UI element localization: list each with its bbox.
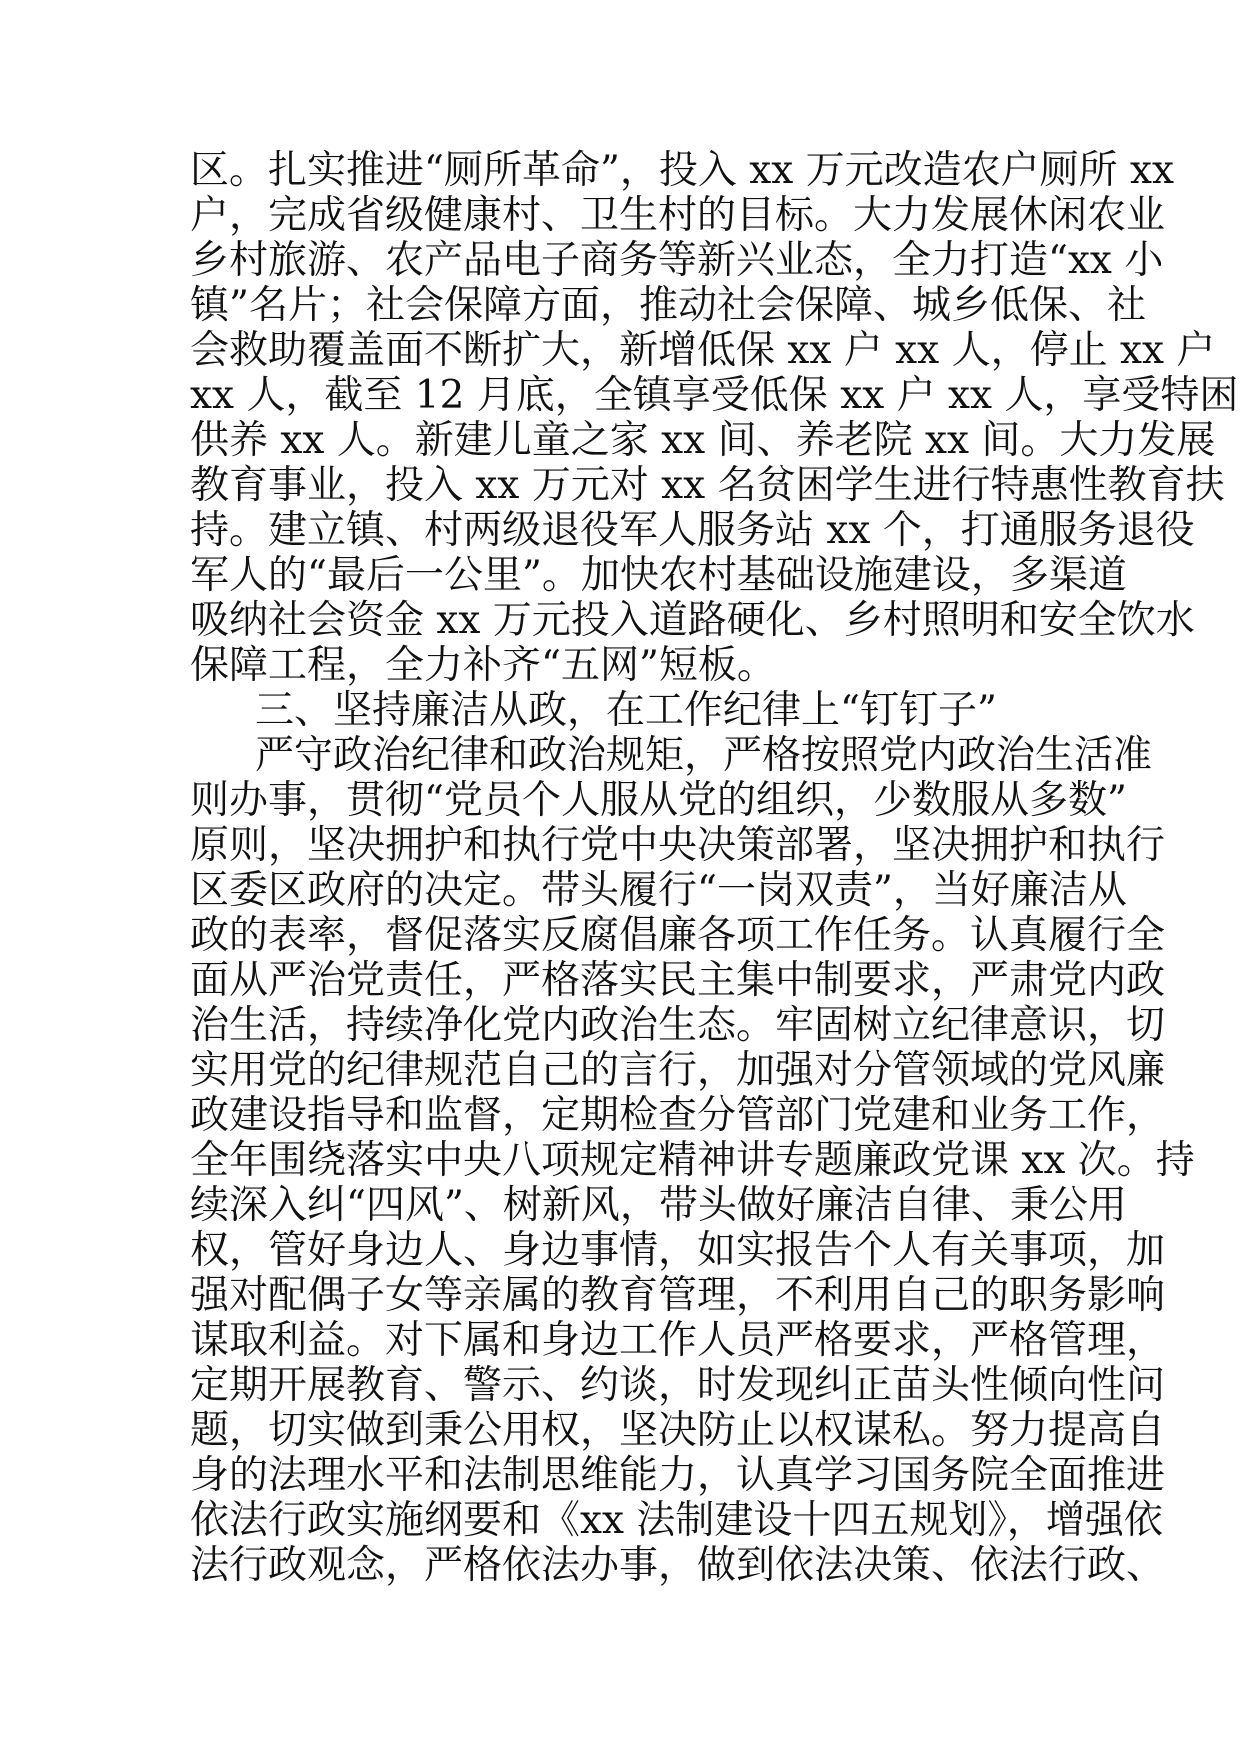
paragraph-line: 教育事业，投入 xx 万元对 xx 名贫困学生进行特惠性教育扶 [190,463,1225,508]
paragraph-line: 区委区政府的决定。带头履行“一岗双责”，当好廉洁从 [190,868,1127,913]
paragraph-2 [190,733,1195,1588]
paragraph-line: 区。扎实推进“厕所革命”，投入 xx 万元改造农户厕所 xx [190,148,1175,193]
paragraph-line: 严守政治纪律和政治规矩，严格按照党内政治生活准 [255,733,1153,778]
paragraph-line: 实用党的纪律规范自己的言行，加强对分管领域的党风廉 [190,1048,1166,1093]
document-body [190,148,1239,1588]
paragraph-line: 法行政观念，严格依法办事，做到依法决策、依法行政、 [190,1543,1166,1588]
paragraph-line: 政建设指导和监督，定期检查分管部门党建和业务工作， [190,1093,1166,1138]
paragraph-line: 谋取利益。对下属和身边工作人员严格要求，严格管理， [190,1318,1166,1363]
paragraph-line: 乡村旅游、农产品电子商务等新兴业态，全力打造“xx 小 [190,238,1164,283]
paragraph-line: 全年围绕落实中央八项规定精神讲专题廉政党课 xx 次。持 [190,1138,1195,1183]
paragraph-line: 镇”名片；社会保障方面，推动社会保障、城乡低保、社 [190,283,1146,328]
paragraph-line: 面从严治党责任，严格落实民主集中制要求，严肃党内政 [190,958,1166,1003]
paragraph-1 [190,148,1239,688]
section-heading: 三、坚持廉洁从政，在工作纪律上“钉钉子” [255,688,997,733]
paragraph-line: 吸纳社会资金 xx 万元投入道路硬化、乡村照明和安全饮水 [190,598,1195,643]
paragraph-line: 题，切实做到秉公用权，坚决防止以权谋私。努力提高自 [190,1408,1166,1453]
paragraph-line: 则办事，贯彻“党员个人服从党的组织，少数服从多数” [190,778,1127,823]
paragraph-line: 供养 xx 人。新建儿童之家 xx 间、养老院 xx 间。大力发展 [190,418,1216,463]
paragraph-line: 身的法理水平和法制思维能力，认真学习国务院全面推进 [190,1453,1166,1498]
paragraph-line: 治生活，持续净化党内政治生态。牢固树立纪律意识，切 [190,1003,1166,1048]
paragraph-line: 户，完成省级健康村、卫生村的目标。大力发展休闲农业 [190,193,1166,238]
paragraph-line: 定期开展教育、警示、约谈，时发现纠正苗头性倾向性问 [190,1363,1166,1408]
paragraph-line: 强对配偶子女等亲属的教育管理，不利用自己的职务影响 [190,1273,1166,1318]
paragraph-line: 政的表率，督促落实反腐倡廉各项工作任务。认真履行全 [190,913,1166,958]
paragraph-line: 军人的“最后一公里”。加快农村基础设施建设，多渠道 [190,553,1127,598]
paragraph-line: 会救助覆盖面不断扩大，新增低保 xx 户 xx 人，停止 xx 户 [190,328,1216,373]
paragraph-line: 续深入纠“四风”、树新风，带头做好廉洁自律、秉公用 [190,1183,1127,1228]
paragraph-line: 依法行政实施纲要和《xx 法制建设十四五规划》，增强依 [190,1498,1163,1543]
paragraph-line: 持。建立镇、村两级退役军人服务站 xx 个，打通服务退役 [190,508,1195,553]
paragraph-line: 保障工程，全力补齐“五网”短板。 [190,643,776,688]
paragraph-line: 权，管好身边人、身边事情，如实报告个人有关事项，加 [190,1228,1166,1273]
paragraph-line: xx 人，截至 12 月底，全镇享受低保 xx 户 xx 人，享受特困 [190,373,1239,418]
paragraph-line: 原则，坚决拥护和执行党中央决策部署，坚决拥护和执行 [190,823,1166,868]
